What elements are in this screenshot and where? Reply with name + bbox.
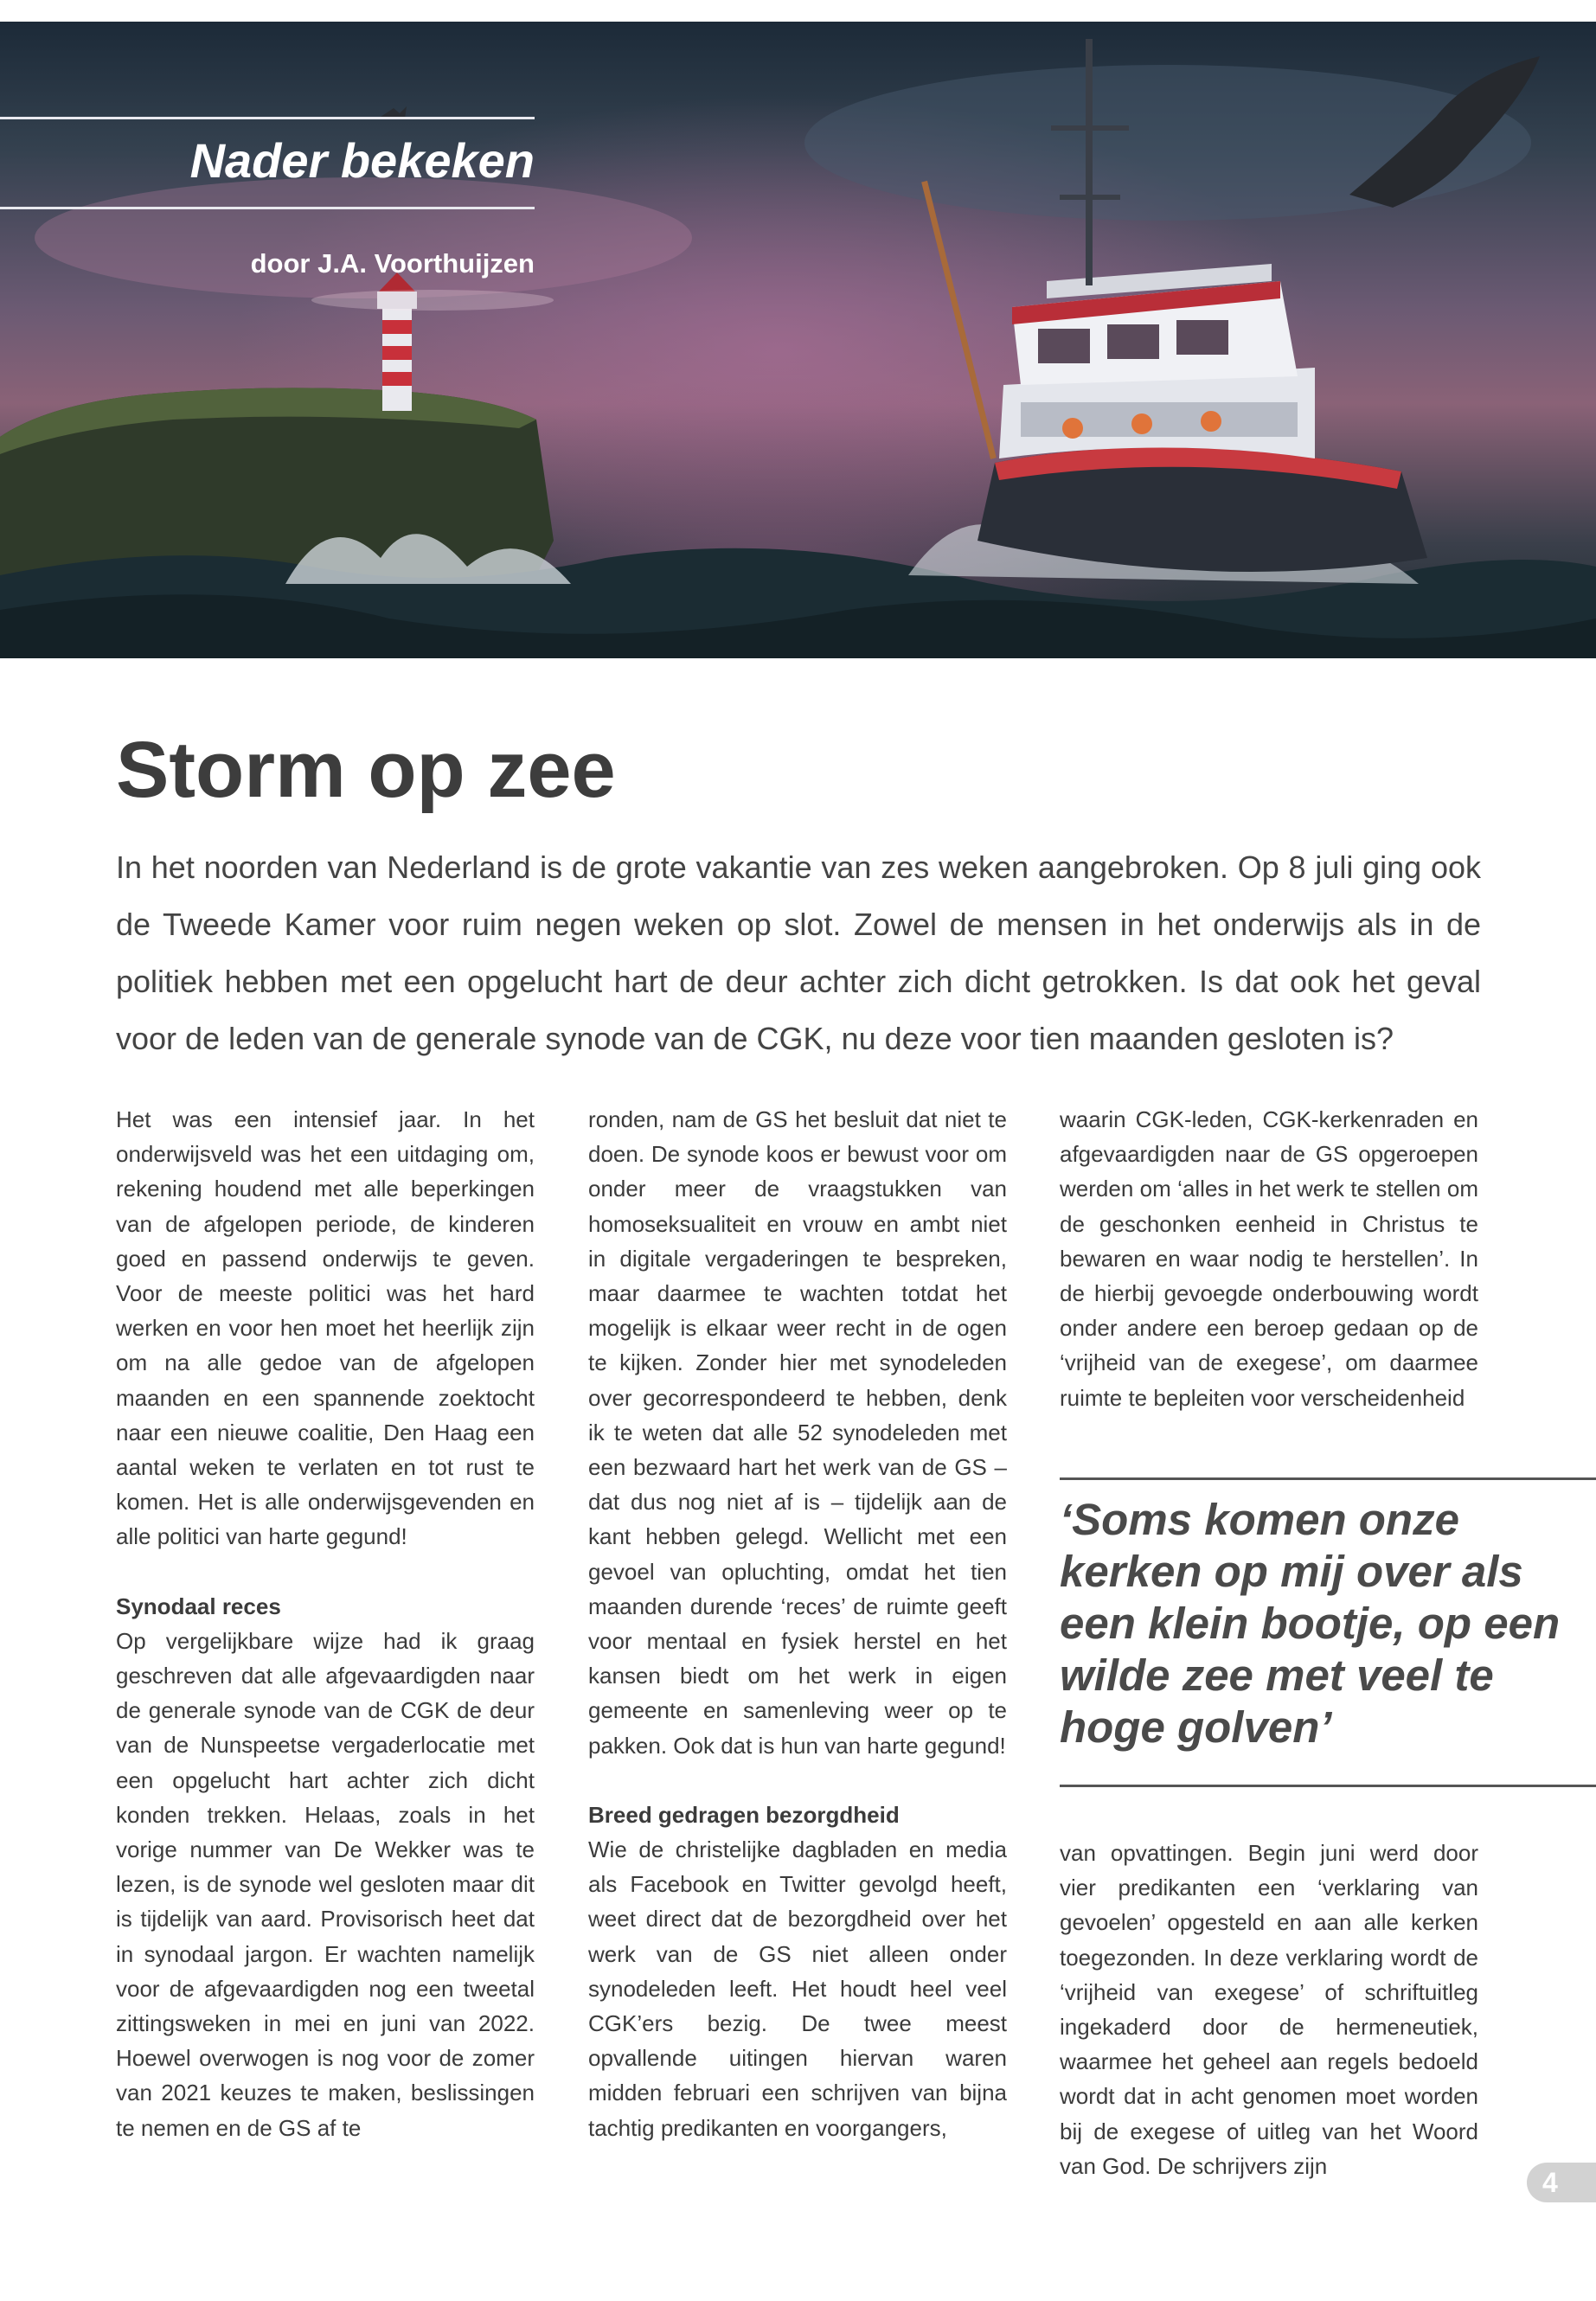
section-heading: Synodaal reces — [116, 1593, 281, 1619]
paragraph: Wie de christelijke dagbladen en media als Facebook en Twitter gevolgd heeft, weet direct dat de bezorgdheid over het werk van de GS niet alleen onder synodeleden leeft. Het houdt heel veel CGK’ers bezig. De twee meest opvallende uitingen hiervan waren midden februari een schrijven van bijna tachtig predikanten en voorgangers, — [588, 1836, 1007, 2141]
hero-image — [0, 22, 1596, 658]
header-rule-top — [0, 117, 535, 119]
page-number: 4 — [1527, 2163, 1596, 2202]
article-lead: In het noorden van Nederland is de grote vakantie van zes weken aangebroken. Op 8 juli ging ook de Tweede Kamer voor ruim negen weken op slot. Zowel de mensen in het onderwijs als in de politiek hebben met een opgelucht hart de deur achter zich dicht getrokken. Is dat ook het geval voor de leden van de generale synode van de CGK, nu deze voor tien maanden gesloten is? — [116, 849, 1481, 1056]
column-3-bottom — [1060, 1836, 1478, 2183]
column-2 — [588, 1102, 1007, 2145]
paragraph: van opvattingen. Begin juni werd door vier predikanten een ‘verklaring van gevoelen’ opgesteld en aan alle kerken toegezonden. In deze verklaring wordt de ‘vrijheid van exegese’ of schriftuitleg ingekaderd door de hermeneutiek, waarmee het geheel aan regels bedoeld wordt dat in acht genomen moet worden bij de exegese of uitleg van het Woord van God. De schrijvers zijn — [1060, 1840, 1478, 2179]
pullquote: ‘Soms komen onze kerken op mij over als een klein bootje, op een wilde zee met veel te hoge golven’ — [1060, 1495, 1561, 1752]
pullquote-rule-top — [1060, 1477, 1596, 1480]
column-1 — [116, 1102, 535, 2145]
pullquote-rule-bottom — [1060, 1785, 1596, 1787]
series-title: Nader bekeken — [189, 133, 535, 188]
paragraph: ronden, nam de GS het besluit dat niet te doen. De synode koos er bewust voor om onder meer de vraagstukken van homoseksualiteit en vrouw en ambt niet in digitale vergaderingen te bespreken, maar daarmee te wachten totdat het mogelijk is elkaar weer recht in de ogen te kijken. Zonder hier met synodeleden over gecorrespondeerd te hebben, denk ik te weten dat alle 52 synodeleden met een bezwaard hart het werk van de GS – dat dus nog niet af is – tijdelijk aan de kant hebben gelegd. Wellicht met een gevoel van opluchting, omdat het tien maanden durende ‘reces’ de ruimte geeft voor mentaal en fysiek herstel en het kansen biedt om het werk in eigen gemeente en samenleving weer op te pakken. Ook dat is hun van harte gegund! — [588, 1106, 1007, 1759]
header-rule-bottom — [0, 207, 535, 209]
column-3-top — [1060, 1102, 1478, 1415]
article-title: Storm op zee — [116, 726, 616, 814]
byline: door J.A. Voorthuijzen — [250, 248, 535, 279]
paragraph: Het was een intensief jaar. In het onderwijsveld was het een uitdaging om, rekening houdend met alle beperkingen van de afgelopen periode, de kinderen goed en passend onderwijs te geven. Voor de meeste politici was het hard werken en voor hen moet het heerlijk zijn om na alle gedoe van de afgelopen maanden en een spannende zoektocht naar een nieuwe coalitie, Den Haag een aantal weken te verlaten en tot rust te komen. Het is alle onderwijsgevenden en alle politici van harte gegund! — [116, 1106, 535, 1550]
paragraph: waarin CGK-leden, CGK-kerkenraden en afgevaardigden naar de GS opgeroepen werden om ‘alles in het werk te stellen om de geschonken eenheid in Christus te bewaren en waar nodig te herstellen’. In de hierbij gevoegde onderbouwing wordt onder andere een beroep gedaan op de ‘vrijheid van de exegese’, om daarmee ruimte te bepleiten voor verscheidenheid — [1060, 1106, 1478, 1411]
paragraph: Op vergelijkbare wijze had ik graag geschreven dat alle afgevaardigden naar de generale synode van de CGK de deur van de Nunspeetse vergaderlocatie met een opgelucht hart achter zich dicht konden trekken. Helaas, zoals in het vorige nummer van De Wekker was te lezen, is de synode wel gesloten maar dit is tijdelijk van aard. Provisorisch heet dat in synodaal jargon. Er wachten namelijk voor de afgevaardigden nog een tweetal zittingsweken in mei en juni van 2022. Hoewel overwogen is nog voor de zomer van 2021 keuzes te maken, beslissingen te nemen en de GS af te — [116, 1627, 535, 2141]
section-heading: Breed gedragen bezorgdheid — [588, 1801, 900, 1828]
